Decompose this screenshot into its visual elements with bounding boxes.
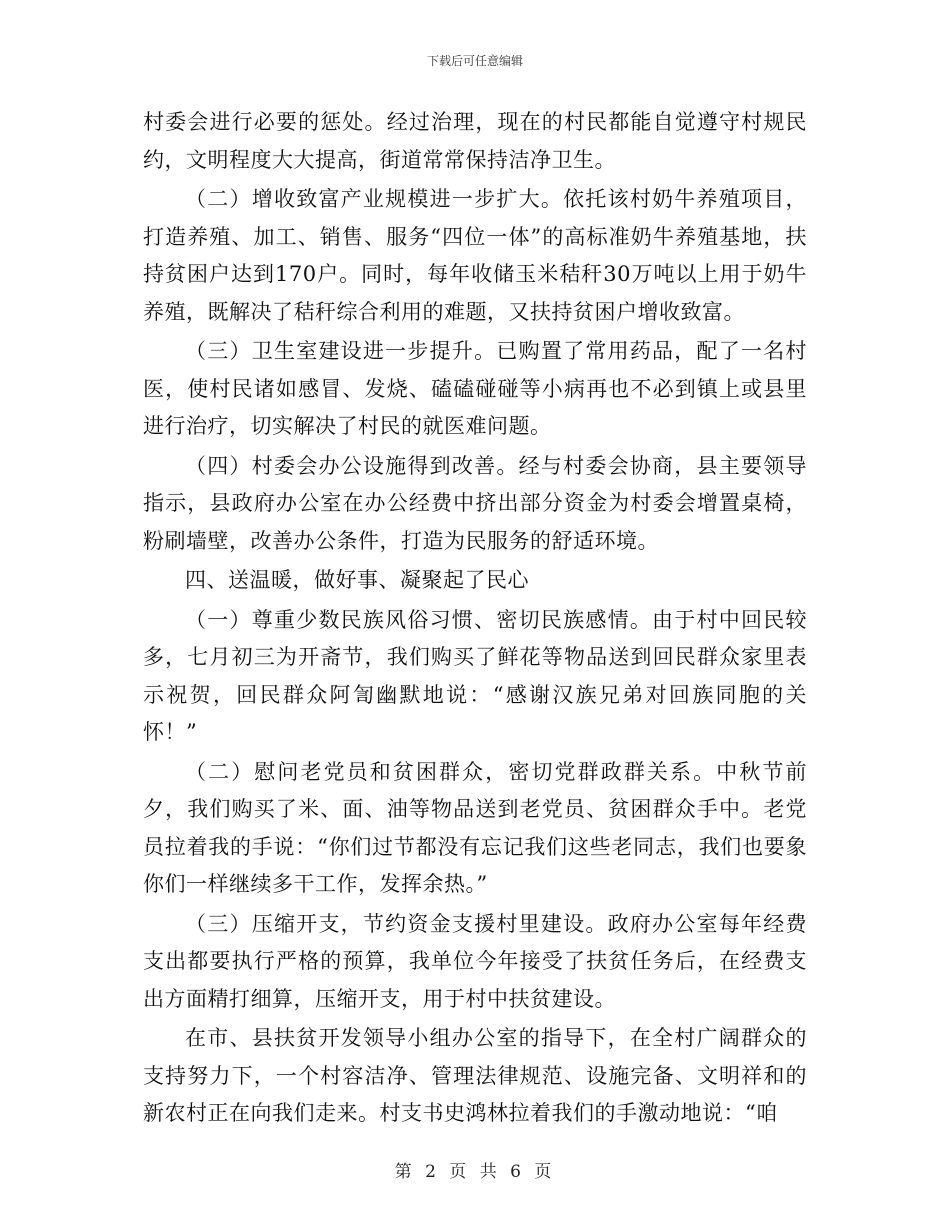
header-note: 下载后可任意编辑 <box>426 54 523 68</box>
paragraph-6: （一）尊重少数民族风俗习惯、密切民族感情。由于村中回民较多，七月初三为开斋节，我们购买了鲜花等物品送到回民群众家里表示祝贺，回民群众阿訇幽默地说：“感谢汉族兄弟对回族同胞的关怀！” <box>143 607 807 744</box>
paragraph-1: 村委会进行必要的惩处。经过治理，现在的村民都能自觉遵守村规民约，文明程度大大提高，街道常常保持洁净卫生。 <box>143 110 807 172</box>
paragraph-8: （三）压缩开支，节约资金支援村里建设。政府办公室每年经费支出都要执行严格的预算，我单位今年接受了扶贫任务后，在经费支出方面精打细算，压缩开支，用于村中扶贫建设。 <box>143 911 807 1011</box>
paragraph-3: （三）卫生室建设进一步提升。已购置了常用药品，配了一名村医，使村民诸如感冒、发烧、磕磕碰碰等小病再也不必到镇上或县里进行治疗，切实解决了村民的就医难问题。 <box>143 339 807 438</box>
section-heading-4: 四、送温暖，做好事、凝聚起了民心 <box>185 568 529 592</box>
paragraph-7: （二）慰问老党员和贫困群众，密切党群政群关系。中秋节前夕，我们购买了米、面、油等物品送到老党员、贫困群众手中。老党员拉着我的手说：“你们过节都没有忘记我们这些老同志，我们也要象你们一样继续多干工作，发挥余热。” <box>143 759 807 896</box>
paragraph-2: （二）增收致富产业规模进一步扩大。依托该村奶牛养殖项目，打造养殖、加工、销售、服务“四位一体”的高标准奶牛养殖基地，扶持贫困户达到170户。同时，每年收储玉米秸秆30万吨以上用于奶牛养殖，既解决了秸秆综合利用的难题，又扶持贫困户增收致富。 <box>143 187 807 324</box>
page-number-footer <box>0 1157 950 1182</box>
page-number-label: 第 2 页 共 6 页 <box>394 1162 556 1182</box>
paragraph-4: （四）村委会办公设施得到改善。经与村委会协商，县主要领导指示，县政府办公室在办公经费中挤出部分资金为村委会增置桌椅，粉刷墙壁，改善办公条件，打造为民服务的舒适环境。 <box>143 453 807 553</box>
paragraph-9: 在市、县扶贫开发领导小组办公室的指导下，在全村广阔群众的支持努力下，一个村容洁净、管理法律规范、设施完备、文明祥和的新农村正在向我们走来。村支书史鸿林拉着我们的手激动地说：“咱 <box>143 1026 807 1125</box>
document-body <box>143 104 807 1135</box>
